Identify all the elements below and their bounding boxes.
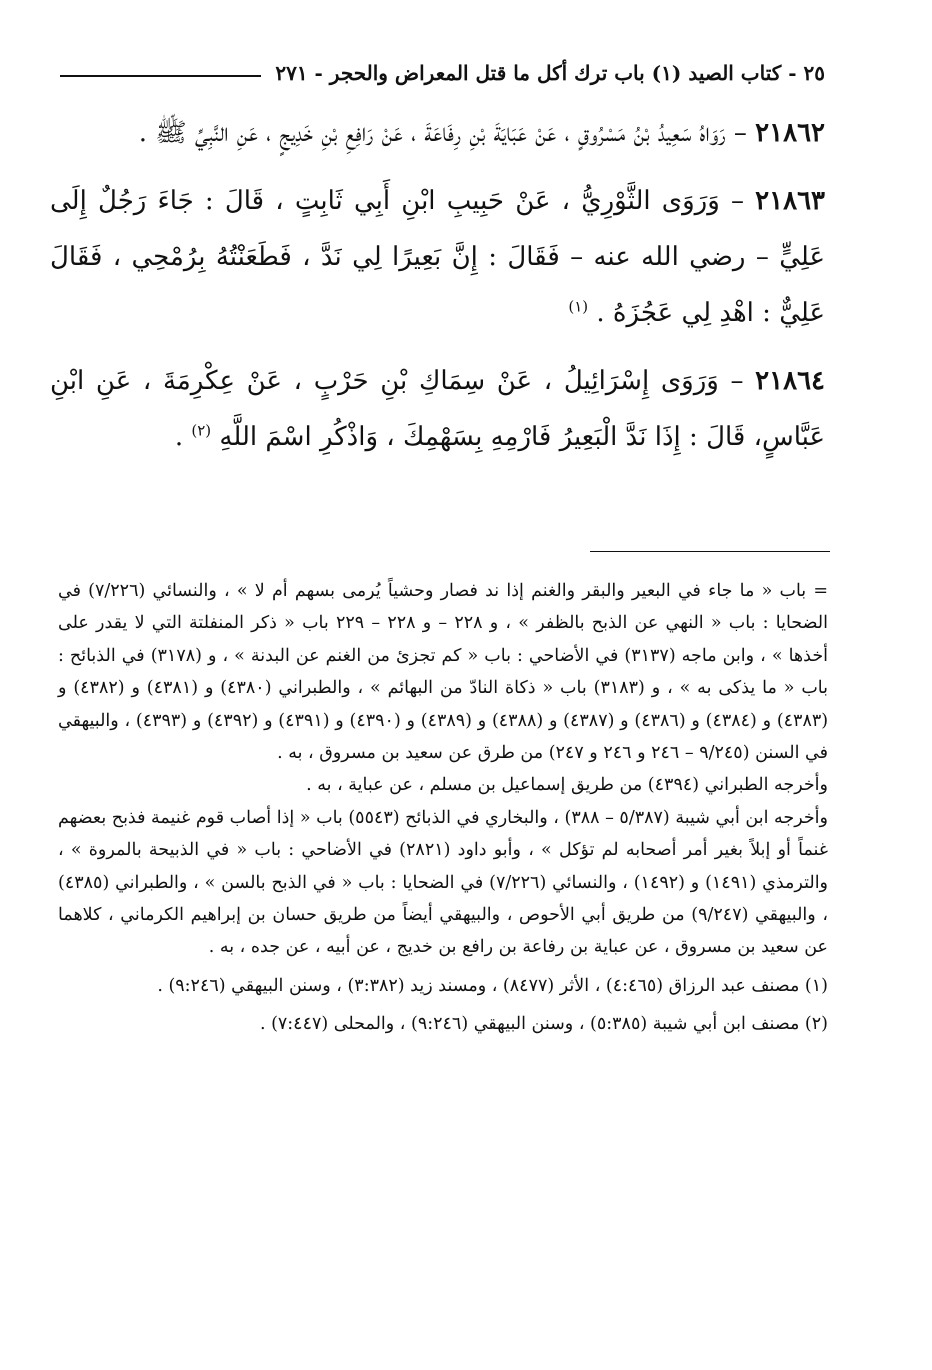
footnote-marker[interactable]: (١) [568,297,589,316]
footnote-2: (٢) مصنف ابن أبي شيبة (٥:٣٨٥) ، وسنن البيهقي (٩:٢٤٦) ، والمحلى (٧:٤٤٧) . [259,1014,828,1035]
hadith-number: ٢١٨٦٣ [755,186,825,216]
header-rule [60,75,261,77]
hadith-text: – رَوَاهُ سَعِيدُ بْنُ مَسْرُوقٍ ، عَنْ عَبَايَةَ بْنِ رِفَاعَةَ ، عَنْ رَافِعِ بْنِ خَدِيجٍ ، عَنِ النَّبِيِّ ﷺ . [138,118,756,148]
hadith-text: – وَرَوَى الثَّوْرِيُّ ، عَنْ حَبِيبِ ابْنِ أَبِي ثَابِتٍ ، قَالَ : جَاءَ رَجُلٌ إِلَى عَلِيٍّ – رضي الله عنه – فَقَالَ : إِنَّ بَعِيرًا لِي نَدَّ ، فَطَعَنْتُهُ بِرُمْحِي ، فَقَالَ عَلِيٌّ : اهْدِ لِي عَجُزَهُ . [50,186,825,328]
footnote-marker[interactable]: (٢) [191,421,212,440]
hadith-text: – وَرَوَى إِسْرَائِيلُ ، عَنْ سِمَاكِ بْنِ حَرْبٍ ، عَنْ عِكْرِمَةَ ، عَنِ ابْنِ عَبَّاسٍ، قَالَ : إِذَا نَدَّ الْبَعِيرُ فَارْمِهِ بِسَهْمِكَ ، وَاذْكُرِ اسْمَ اللَّهِ [50,366,825,452]
note-paragraph: وأخرجه ابن أبي شيبة (٥/٣٨٧ – ٣٨٨) ، والبخاري في الذبائح (٥٥٤٣) باب « إذا أصاب قوم غنيمة فذبح بعضهم غنماً أو إبلاً بغير أمر أصحابه لم تؤكل » ، وأبو داود (٢٨٢١) في الأضاحي : باب « في الذبيحة بالمروة » ، والترمذي (١٤٩١) و (١٤٩٢) ، والنسائي (٧/٢٢٦) في الضحايا : باب « في الذبح بالسن » ، والطبراني (٤٣٨٥) ، والبيهقي (٩/٢٤٧) من طريق أبي الأحوص ، والبيهقي أيضاً من طريق حسان بن إبراهيم الكرماني ، كلاهما عن سعيد بن مسروق ، عن عباية بن رفاعة بن رافع بن خديج ، عن أبيه ، عن جده ، به . [58,807,829,958]
hadith-21864 [50,353,825,465]
main-text [50,105,825,477]
hadith-number: ٢١٨٦٤ [755,366,825,396]
header-title: ٢٥ - كتاب الصيد (١) باب ترك أكل ما قتل المعراض والحجر - ٢٧١ [275,61,825,85]
hadith-21863 [50,173,825,341]
hadith-21862 [50,105,825,161]
hadith-tail: . [174,422,192,452]
notes-section [58,575,828,1041]
footnote-1: (١) مصنف عبد الرزاق (٤:٤٦٥) ، الأثر (٨٤٧٧) ، ومسند زيد (٣:٣٨٢) ، وسنن البيهقي (٩:٢٤٦) . [157,975,828,996]
note-paragraph: = باب « ما جاء في البعير والبقر والغنم إذا ند فصار وحشياً يُرمى بسهم أم لا » ، والنسائي (٧/٢٢٦) في الضحايا : باب « النهي عن الذبح بالظفر » ، و ٢٢٨ – و ٢٢٨ – ٢٢٩ باب « ذكر المنفلتة التي لا يقدر على أخذها » ، وابن ماجه (٣١٣٧) في الأضاحي : باب « كم تجزئ من الغنم عن البدنة » ، و (٣١٧٨) في الذبائح : باب « ما يذكى به » ، و (٣١٨٣) باب « ذكاة النادّ من البهائم » ، والطبراني (٤٣٨٠) و (٤٣٨١) و (٤٣٨٢) و (٤٣٨٣) و (٤٣٨٤) و (٤٣٨٦) و (٤٣٨٧) و (٤٣٨٨) و (٤٣٨٩) و (٤٣٩٠) و (٤٣٩١) و (٤٣٩٢) و (٤٣٩٣) ، والبيهقي في السنن (٩/٢٤٥ – ٢٤٦ و ٢٤٦ و ٢٤٧) من طرق عن سعيد بن مسروق ، به . [58,581,829,764]
footnote-divider [590,551,830,552]
note-paragraph: وأخرجه الطبراني (٤٣٩٤) من طريق إسماعيل بن مسلم ، عن عباية ، به . [306,775,828,796]
hadith-number: ٢١٨٦٢ [755,118,825,148]
running-header [60,50,825,96]
